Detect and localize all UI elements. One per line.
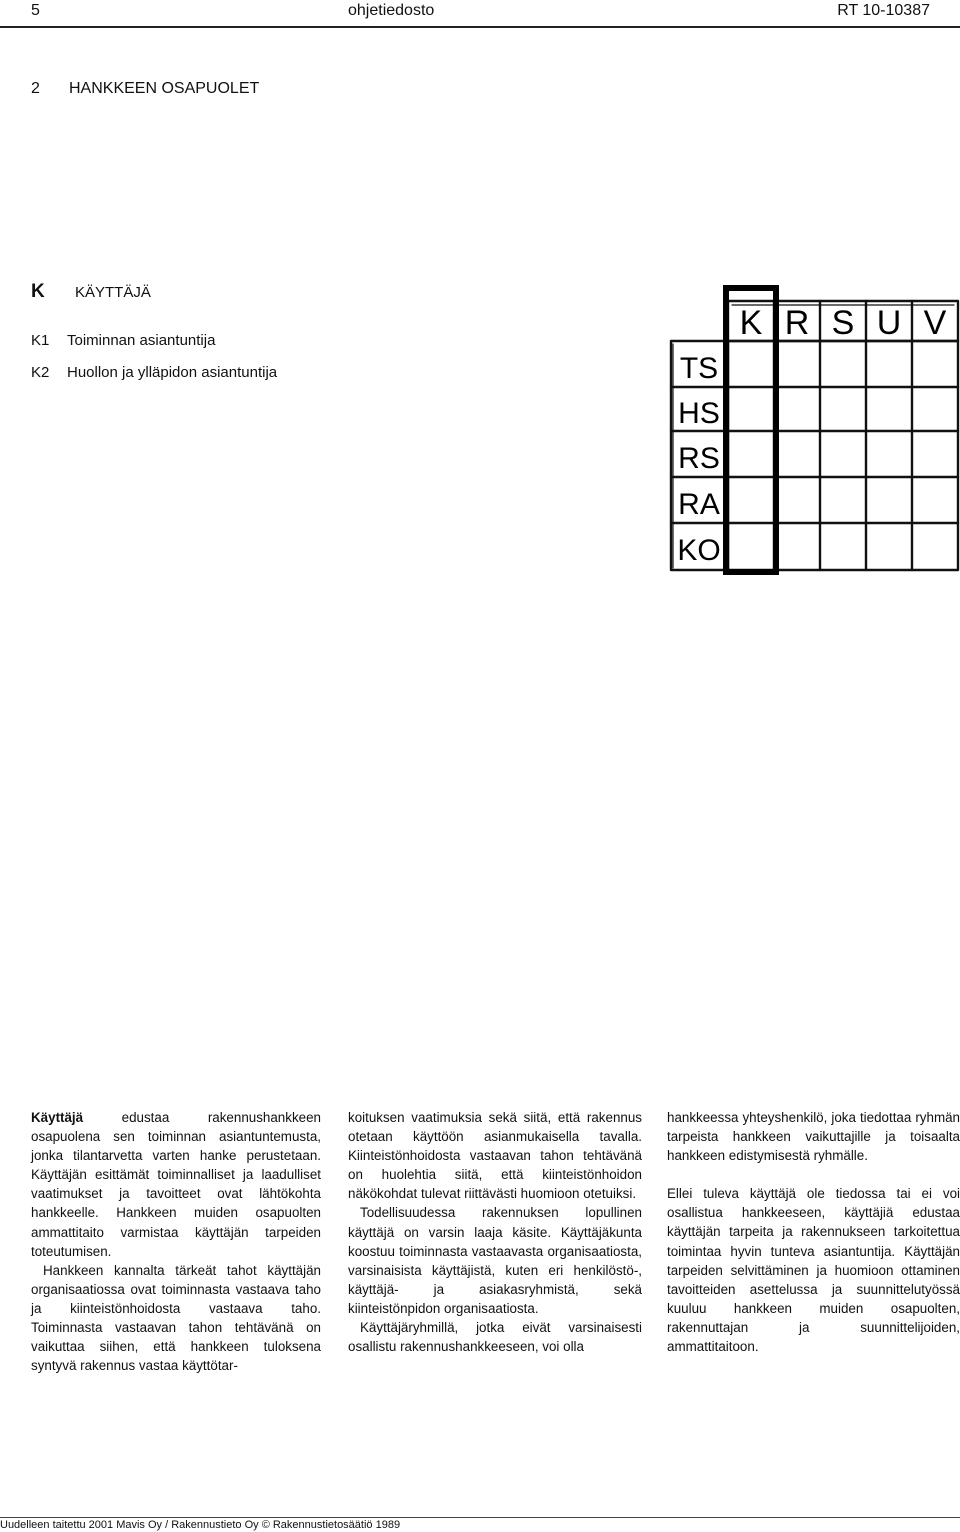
footer-copyright: Uudelleen taitettu 2001 Mavis Oy / Rakennustieto Oy © Rakennustietosäätiö 1989 — [0, 1519, 401, 1531]
body-column-2 — [348, 1108, 642, 1356]
header-document-type: ohjetiedosto — [348, 2, 435, 19]
subrole-item — [31, 364, 277, 381]
header-rule — [0, 26, 960, 28]
page-number: 5 — [31, 2, 40, 19]
term-bold: Käyttäjä — [31, 1110, 84, 1125]
matrix-col-label: V — [923, 304, 947, 342]
matrix-row-label: TS — [679, 352, 719, 385]
paragraph: koituksen vaatimuksia sekä siitä, että rakennus otetaan käyttöön asianmukaisella tavalla. Kiinteistönhoidosta vastaavan tahon tehtävänä on huolehtia siitä, että kiinteistönhoidon näkökohdat tulevat riittävästi huomioon otetuiksi. — [348, 1110, 642, 1202]
section-heading — [31, 80, 259, 98]
paragraph: Hankkeen kannalta tärkeät tahot käyttäjän organisaatiossa ovat toiminnasta vastaava taho ja kiinteistönhoidosta vastaava taho. Toiminnasta vastaavan tahon tehtävänä on vaikuttaa siihen, että hankkeen tuloksena syntyvä rakennus vastaa käyttötar- — [31, 1262, 321, 1374]
page-header — [0, 0, 960, 26]
body-column-1 — [31, 1108, 321, 1375]
subrole-code: K1 — [31, 332, 50, 349]
participant-matrix — [664, 284, 960, 576]
matrix-col-label: S — [831, 304, 855, 342]
matrix-col-label: U — [876, 304, 902, 342]
paragraph: Käyttäjäryhmillä, jotka eivät varsinaisesti osallistu rakennushankkeeseen, voi olla — [348, 1320, 642, 1355]
matrix-col-label: R — [784, 304, 810, 342]
subrole-code: K2 — [31, 364, 50, 381]
section-number: 2 — [31, 80, 40, 97]
matrix-col-label: K — [739, 304, 763, 342]
matrix-row-label: RS — [678, 442, 720, 475]
subrole-name: Toiminnan asiantuntija — [67, 332, 216, 349]
role-code: K — [31, 281, 45, 302]
section-title: HANKKEEN OSAPUOLET — [69, 80, 260, 97]
body-column-3 — [667, 1108, 960, 1356]
paragraph: Ellei tuleva käyttäjä ole tiedossa tai ei voi osallistua hankkeeseen, käyttäjiä edustaa käyttäjän tarpeita ja rakennukseen tarkoitettua toimintaa hyvin tunteva asiantuntija. Käyttäjän tarpeiden selvittäminen ja huomioon ottaminen tavoitteiden asettelussa ja suunnittelutyössä kuuluu hankkeen muiden osapuolten, rakennuttajan ja suunnittelijoiden, ammattitaitoon. — [667, 1186, 960, 1355]
paragraph: Käyttäjä edustaa rakennushankkeen osapuolena sen toiminnan asiantuntemusta, jonka tilantarvetta varten hanke perustetaan. Käyttäjän esittämät toiminnalliset ja laadulliset vaatimukset ja tavoitteet ovat lähtökohta hankkeelle. Hankkeen muiden osapuolten ammattitaito varmistaa käyttäjän tarpeiden toteutumisen. — [31, 1110, 321, 1259]
subrole-item — [31, 332, 215, 349]
matrix-row-label: RA — [678, 488, 720, 521]
header-document-code: RT 10-10387 — [837, 2, 930, 19]
subrole-name: Huollon ja ylläpidon asiantuntija — [67, 364, 278, 381]
paragraph: Todellisuudessa rakennuksen lopullinen käyttäjä on varsin laaja käsite. Käyttäjäkunta koostuu toiminnasta vastaavasta organisaatiosta, varsinaisista käyttäjistä, kuten eri henkilöstö-, käyttäjä- ja asiakasryhmistä, sekä kiinteistönpidon organisaatiosta. — [348, 1205, 642, 1316]
footer-rule — [0, 1517, 960, 1518]
role-heading — [31, 281, 151, 303]
role-name: KÄYTTÄJÄ — [75, 284, 151, 301]
paragraph: hankkeessa yhteyshenkilö, joka tiedottaa ryhmän tarpeista hankkeen vaikuttajille ja toisaalta hankkeen edistymisestä ryhmälle. — [667, 1110, 960, 1164]
matrix-row-label: HS — [678, 397, 720, 430]
matrix-row-label: KO — [677, 534, 721, 567]
